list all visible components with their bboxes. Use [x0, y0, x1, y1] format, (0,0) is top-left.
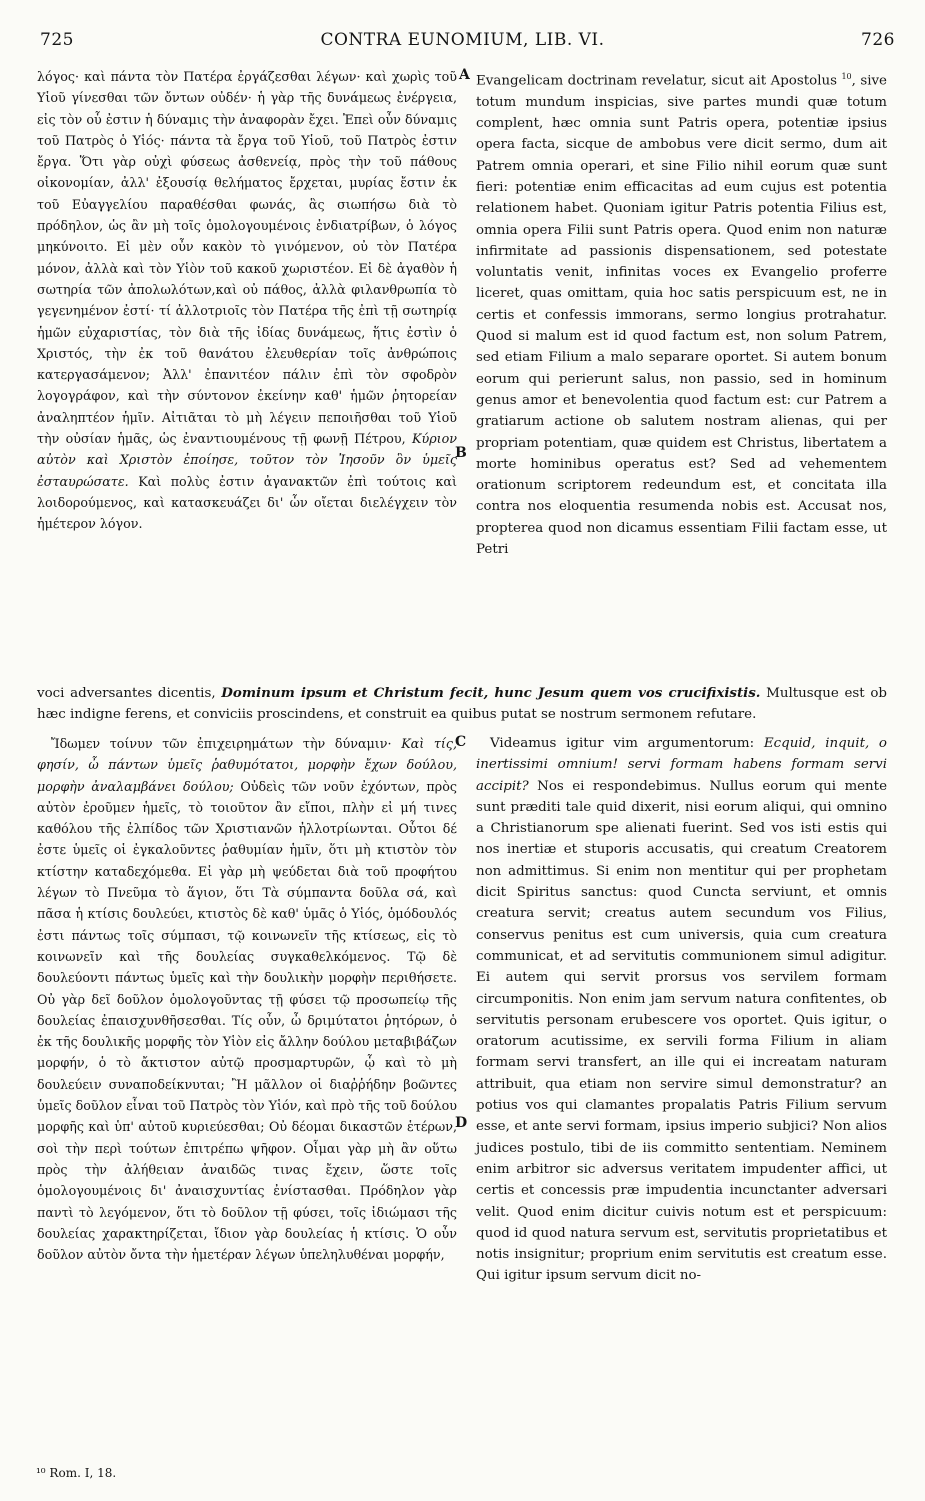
greek-paragraph — [37, 733, 457, 1265]
margin-marker-d: D — [455, 1115, 468, 1131]
latin-text: , sive totum mundum inspicias, sive partes mundi quæ totum complent, hæc omnia sunt Patris opera, potentiæ ipsius opera facta, sicque de ambobus vere dicit sermo, dum ait Patrem omnia operari, et sine Filio nihil eorum quæ sunt fieri: potentiæ enim efficacitas ad eum cujus est potentia relationem habet. Quoniam igitur Patris potentia Filius est, omnia opera Filii sunt Patris opera. Quod enim non naturæ infirmitate ad passionis dispensationem, sed potestate voluntatis venit, infinitas voces ex Evangelio proferre liceret, quas omittam, quia hoc satis perspicuum est, ne in certis et confessis immorans, sermo longius protrahatur. Quod si malum est id quod factum est, non solum Patrem, sed etiam Filium a malo separare oportet. Si autem bonum eorum qui perierunt salus, non passio, sed in hominum genus amor et benevolentia quod factum est: cur Patrem a gratiarum actione ob salutem nostram alienas, qui per propriam potentiam, quæ quidem est Christus, libertatem a morte hominibus operatus est? Sed ad vehementem orationum scriptorem redeundum est, et concitata illa contra nos eloquentia resumenda nobis est. Accusat nos, propterea quod non dicamus essentiam Filii factam esse, ut Petri — [476, 73, 887, 557]
greek-text: λόγος· καὶ πάντα τὸν Πατέρα ἐργάζεσθαι λέγων· καὶ χωρὶς τοῦ Υἱοῦ γίνεσθαι τῶν ὄντων οὐδέν· ἡ γὰρ τῆς δυνάμεως ἐνέργεια, εἰς τὸν οὗ ἐστιν ἡ δύναμις τὴν ἀναφορὰν ἔχει. Ἐπεὶ οὖν δύναμις τοῦ Πατρὸς ὁ Υἱός· πάντα τὰ ἔργα τοῦ Υἱοῦ, τοῦ Πατρὸς ἐστιν ἔργα. Ὅτι γὰρ οὐχὶ φύσεως ἀσθενείᾳ, πρὸς τὴν τοῦ πάθους οἰκονομίαν, ἀλλ' ἐξουσίᾳ θελήματος ἔρχεται, μυρίας ἔστιν ἐκ τοῦ Εὐαγγελίου παραθέσθαι φωνάς, ἃς σιωπήσω διὰ τὸ πρόδηλον, ὡς ἂν μὴ τοῖς ὁμολογουμένοις ἐνδιατρίβων, ὁ λόγος μηκύνοιτο. Εἰ μὲν οὖν κακὸν τὸ γινόμενον, οὐ τὸν Πατέρα μόνον, ἀλλὰ καὶ τὸν Υἱὸν τοῦ κακοῦ χωριστέον. Εἰ δὲ ἀγαθὸν ἡ σωτηρία τῶν ἀπολωλότων,καὶ οὐ πάθος, ἀλλὰ φιλανθρωπία τὸ γεγενημένον ἐστί· τί ἀλλοτριοῖς τὸν Πατέρα τῆς ἐπὶ τῇ σωτηρίᾳ ἡμῶν εὐχαριστίας, τὸν διὰ τῆς ἰδίας δυνάμεως, ἥτις ἐστὶν ὁ Χριστός, τὴν ἐκ τοῦ θανάτου ἐλευθερίαν τοῖς ἀνθρώποις κατεργασάμενον; Ἀλλ' ἐπανιτέον πάλιν ἐπὶ τὸν σφοδρὸν λογογράφον, καὶ τὴν σύντονον ἐκείνην καθ' ἡμῶν ῥητορείαν ἀναληπτέον ἡμῖν. Αἰτιᾶται τὸ μὴ λέγειν πεποιῆσθαι τοῦ Υἱοῦ τὴν οὐσίαν ἡμᾶς, ὡς ἐναντιουμένους τῇ φωνῇ Πέτρου, — [37, 69, 457, 447]
latin-scripture-quote: Dominum ipsum et Christum fecit, hunc Jesum quem vos crucifixistis. — [221, 685, 761, 701]
latin-column-bottom — [476, 733, 887, 1287]
latin-text: Multusque est ob hæc indigne ferens, et conviciis proscindens, et construit ea quibus putat se nostrum sermonem refutare. — [37, 686, 887, 723]
margin-marker-b: B — [455, 445, 467, 461]
latin-paragraph — [476, 66, 887, 560]
latin-text: Evangelicam doctrinam revelatur, sicut ait Apostolus — [476, 73, 837, 89]
greek-scripture-quote: Κύριον αὐτὸν καὶ Χριστὸν ἐποίησε, τοῦτον τὸν Ἰησοῦν ὃν ὑμεῖς ἐσταυρώσατε. — [37, 431, 457, 489]
margin-marker-a: A — [459, 67, 470, 83]
page-number-left: 725 — [40, 30, 74, 50]
running-header — [0, 30, 925, 60]
greek-paragraph — [37, 66, 457, 535]
greek-text: Ἴδωμεν τοίνυν τῶν ἐπιχειρημάτων τὴν δύναμιν· — [51, 736, 392, 751]
greek-scripture-quote: Καὶ τίς, φησίν, ὦ πάντων ὑμεῖς ῥαθυμότατοι, μορφὴν ἔχων δούλου, μορφὴν ἀναλαμβάνει δούλου; — [37, 736, 457, 794]
margin-marker-c: C — [455, 734, 467, 750]
latin-scripture-quote: Ecquid, inquit, o inertissimi omnium! servi formam habens formam servi accipit? — [476, 736, 887, 794]
latin-text: Videamus igitur vim argumentorum: — [490, 736, 755, 751]
running-title: CONTRA EUNOMIUM, LIB. VI. — [320, 30, 605, 50]
latin-paragraph — [476, 733, 887, 1287]
greek-column-top — [37, 66, 457, 535]
greek-text: Οὐδεὶς τῶν νοῦν ἐχόντων, πρὸς αὐτὸν ἐροῦμεν ἡμεῖς, τὸ τοιοῦτον ἂν εἴποι, πλὴν εἰ μή τινες καθόλου τῆς ἐλπίδος τῶν Χριστιανῶν ἠλλοτρίωνται. Οὗτοι δέ ἐστε ὑμεῖς οἱ ἐγκαλοῦντες ῥαθυμίαν ἡμῖν, ὅτι μὴ κτιστὸν τὸν κτίστην καταδεχόμεθα. Εἰ γὰρ μὴ ψεύδεται διὰ τοῦ προφήτου λέγων τὸ Πνεῦμα τὸ ἅγιον, ὅτι Τὰ σύμπαντα δοῦλα σά, καὶ πᾶσα ἡ κτίσις δουλεύει, κτιστὸς δὲ καθ' ὑμᾶς ὁ Υἱός, ὁμόδουλός ἐστι πάντως τοῖς σύμπασι, τῷ κοινωνεῖν τῆς κτίσεως, εἰς τὸ κοινωνεῖν καὶ τῆς δουλείας συγκαθελκόμενος. Τῷ δὲ δουλεύοντι πάντως ὑμεῖς καὶ τὴν δουλικὴν μορφὴν περιθήσετε. Οὐ γὰρ δεῖ δοῦλον ὁμολογοῦντας τῇ φύσει τῷ προσωπείῳ τῆς δουλείας ἐπαισχυνθῆσεσθαι. Τίς οὖν, ὦ δριμύτατοι ῥητόρων, ὁ ἐκ τῆς δουλικῆς μορφῆς τὸν Υἱὸν εἰς ἄλλην δούλου μεταβιβάζων μορφήν, ὁ τὸ ἄκτιστον αὐτῷ προσμαρτυρῶν, ᾧ καὶ τὸ μὴ δουλεύειν συναποδείκνυται; Ἢ μᾶλλον οἱ διαῤῥήδην βοῶντες ὑμεῖς δοῦλον εἶναι τοῦ Πατρὸς τὸν Υἱόν, καὶ πρὸ τῆς τοῦ δούλου μορφῆς καὶ ὑπ' αὐτοῦ κυριεύεσθαι; Οὐ δέομαι δικαστῶν ἑτέρων, σοὶ τὴν περὶ τούτων ἐπιτρέπω ψῆφον. Οἶμαι γὰρ μὴ ἂν οὕτω πρὸς τὴν ἀλήθειαν ἀναιδῶς τινας ἔχειν, ὥστε τοῖς ὁμολογουμένοις δι' ἀναισχυντίας ἐνίστασθαι. Πρόδηλον γὰρ παντὶ τὸ λεγόμενον, ὅτι τὸ δοῦλον τῇ φύσει, τοῖς ἰδιώμασι τῆς δουλείας χαρακτηρίζεται, ἴδιον γὰρ δουλείας ἡ κτίσις. Ὁ οὖν δοῦλον αὐτὸν ὄντα τὴν ἡμετέραν λέγων ὑπεληλυθέναι μορφήν, — [37, 778, 457, 1263]
latin-fullwidth-continuation — [37, 683, 887, 726]
latin-column-top — [476, 66, 887, 560]
greek-text: Καὶ πολὺς ἐστιν ἀγανακτῶν ἐπὶ τούτοις καὶ λοιδορούμενος, καὶ κατασκευάζει δι' ὧν οἴεται διελέγχειν τὸν ἡμέτερον λόγον. — [37, 473, 457, 532]
footnote: ¹⁰ Rom. I, 18. — [36, 1466, 117, 1480]
greek-column-bottom — [37, 733, 457, 1265]
footnote-reference: 10 — [841, 72, 852, 81]
latin-text: voci adversantes dicentis, — [37, 686, 216, 701]
latin-text: Nos ei respondebimus. Nullus eorum qui mente sunt præditi tale quid dixerit, nisi eorum aliqui, qui omnino a Christianorum spe alienati fuerint. Sed vos isti estis qui nos inertiæ et stuporis accusatis, qui creatum Creatorem non admittimus. Si enim non mentitur qui per prophetam dicit Spiritus sanctus: quod Cuncta serviunt, et omnis creatura servit; creatus autem secundum vos Filius, conservus penitus est cum universis, quia cum creatura communicat, et ad servitutis communionem simul adigitur. Ei autem qui servit prorsus vos servilem formam circumponitis. Non enim jam servum natura confitentes, ob servitutis personam erubescere vos oportet. Quis igitur, o oratorum acutissime, ex servili forma Filium in aliam formam servi transfert, an ille qui ei increatam naturam attribuit, qua etiam non servire simul demonstratur? an potius vos qui clamantes propalatis Patris Filium servum esse, et ante servi formam, ipsius imperio subjici? Non alios judices postulo, tibi de iis committo sententiam. Neminem enim arbitror sic adversus veritatem impudenter affici, ut certis et concessis præ impudentia incunctanter adversari velit. Quod enim dicitur cuivis notum est et perspicuum: quod id quod natura servum est, servitutis proprietatibus et notis insignitur; proprium enim servitutis est creatum esse. Qui igitur ipsum servum dicit no- — [476, 778, 887, 1284]
page-number-right: 726 — [861, 30, 895, 50]
